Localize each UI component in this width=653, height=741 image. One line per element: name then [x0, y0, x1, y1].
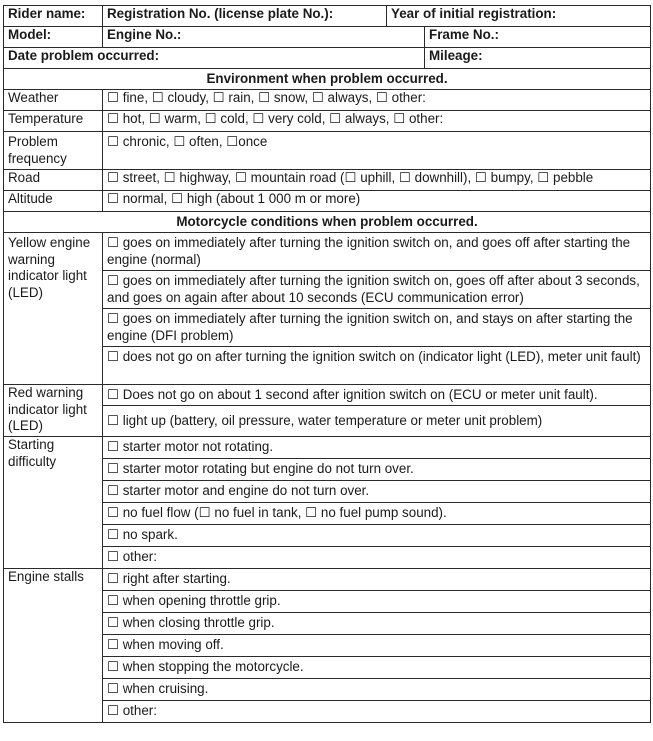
weather-label: Weather: [4, 90, 103, 111]
starting-difficulty-label: Starting difficulty: [4, 437, 103, 569]
temperature-label: Temperature: [4, 111, 103, 132]
red-warning-light-label: Red warning indicator light (LED): [4, 385, 103, 437]
option-row[interactable]: ☐ other:: [103, 547, 651, 569]
road-options[interactable]: ☐ street, ☐ highway, ☐ mountain road (☐ uphill, ☐ downhill), ☐ bumpy, ☐ pebble: [103, 170, 651, 191]
option-row[interactable]: ☐ when moving off.: [103, 635, 651, 657]
option-row[interactable]: ☐ right after starting.: [103, 569, 651, 591]
option-row[interactable]: ☐ when stopping the motorcycle.: [103, 657, 651, 679]
date-problem-field[interactable]: Date problem occurred:: [4, 48, 425, 69]
option-row[interactable]: ☐ no fuel flow (☐ no fuel in tank, ☐ no fuel pump sound).: [103, 503, 651, 525]
road-label: Road: [4, 170, 103, 191]
option-row[interactable]: ☐ when closing throttle grip.: [103, 613, 651, 635]
year-registration-field[interactable]: Year of initial registration:: [387, 6, 651, 27]
problem-frequency-label: Problem frequency: [4, 132, 103, 170]
problem-report-form: [3, 5, 650, 723]
option-row[interactable]: ☐ when cruising.: [103, 679, 651, 701]
weather-options[interactable]: ☐ fine, ☐ cloudy, ☐ rain, ☐ snow, ☐ always, ☐ other:: [103, 90, 651, 111]
option-row[interactable]: ☐ when opening throttle grip.: [103, 591, 651, 613]
option-row[interactable]: ☐ Does not go on about 1 second after ignition switch on (ECU or meter unit fault).: [103, 385, 651, 406]
altitude-options[interactable]: ☐ normal, ☐ high (about 1 000 m or more): [103, 191, 651, 212]
option-row[interactable]: ☐ other:: [103, 701, 651, 723]
option-row[interactable]: ☐ no spark.: [103, 525, 651, 547]
option-row[interactable]: ☐ starter motor rotating but engine do not turn over.: [103, 459, 651, 481]
frame-no-field[interactable]: Frame No.:: [425, 27, 651, 48]
engine-stalls-label: Engine stalls: [4, 569, 103, 723]
engine-no-field[interactable]: Engine No.:: [103, 27, 425, 48]
option-row[interactable]: ☐ does not go on after turning the ignition switch on (indicator light (LED), meter unit fault): [103, 347, 651, 385]
altitude-label: Altitude: [4, 191, 103, 212]
form-table: [3, 5, 651, 723]
environment-section-title: Environment when problem occurred.: [4, 69, 651, 90]
option-row[interactable]: ☐ goes on immediately after turning the ignition switch on, and stays on after starting the engine (DFI problem): [103, 309, 651, 347]
temperature-options[interactable]: ☐ hot, ☐ warm, ☐ cold, ☐ very cold, ☐ always, ☐ other:: [103, 111, 651, 132]
yellow-warning-light-label: Yellow engine warning indicator light (LED): [4, 233, 103, 385]
option-row[interactable]: ☐ light up (battery, oil pressure, water temperature or meter unit problem): [103, 406, 651, 437]
model-field[interactable]: Model:: [4, 27, 103, 48]
problem-frequency-options[interactable]: ☐ chronic, ☐ often, ☐once: [103, 132, 651, 170]
rider-name-field[interactable]: Rider name:: [4, 6, 103, 27]
option-row[interactable]: ☐ goes on immediately after turning the ignition switch on, goes off after about 3 seconds, and goes on again after about 10 seconds (ECU communication error): [103, 271, 651, 309]
motorcycle-section-title: Motorcycle conditions when problem occurred.: [4, 212, 651, 233]
registration-no-field[interactable]: Registration No. (license plate No.):: [103, 6, 387, 27]
option-row[interactable]: ☐ goes on immediately after turning the ignition switch on, and goes off after starting the engine (normal): [103, 233, 651, 271]
mileage-field[interactable]: Mileage:: [425, 48, 651, 69]
option-row[interactable]: ☐ starter motor not rotating.: [103, 437, 651, 459]
option-row[interactable]: ☐ starter motor and engine do not turn over.: [103, 481, 651, 503]
